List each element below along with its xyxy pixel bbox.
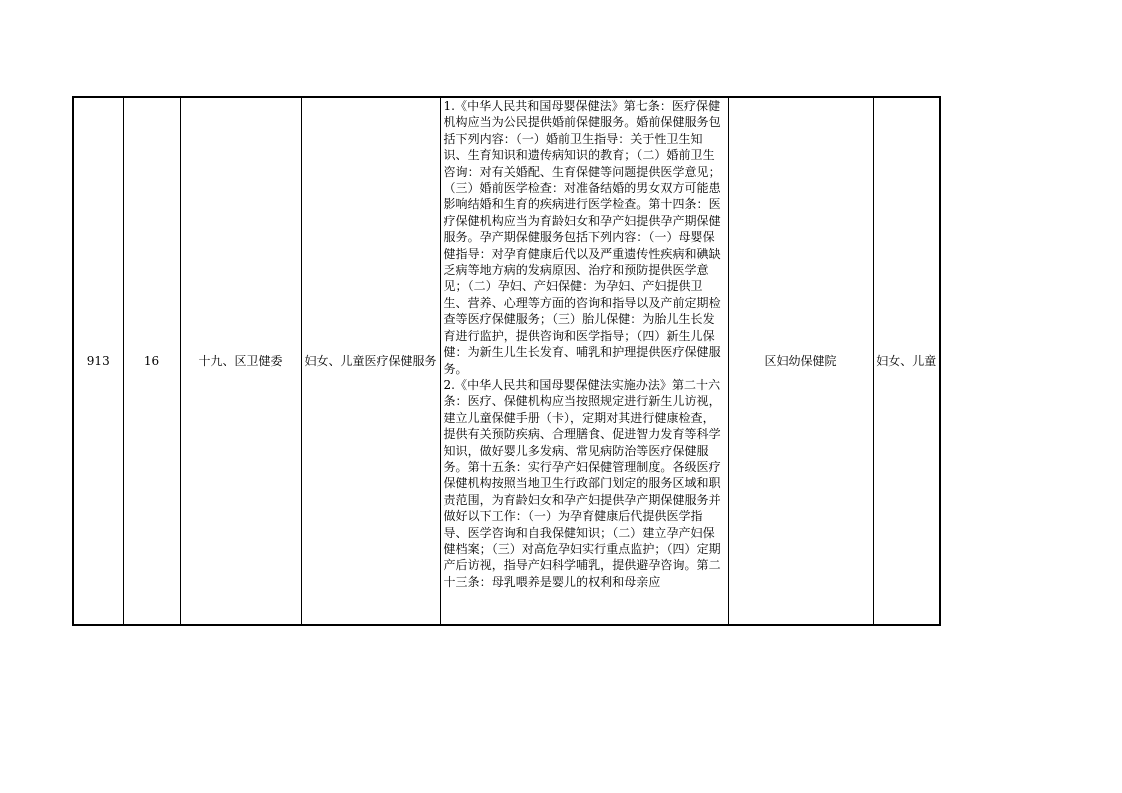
department-cell: 十九、区卫健委: [180, 97, 301, 625]
legal-basis-paragraph-2: 2.《中华人民共和国母婴保健法实施办法》第二十六条：医疗、保健机构应当按照规定进行新生儿访视，建立儿童保健手册（卡），定期对其进行健康检查，提供有关预防疾病、合理膳食、促进智力发育等科学知识，做好婴儿多发病、常见病防治等医疗保健服务。第十五条：实行孕产妇保健管理制度。各级医疗保健机构按照当地卫生行政部门划定的服务区域和职责范围，为育龄妇女和孕产妇提供孕产期保健服务并做好以下工作：（一）为孕育健康后代提供医学指导、医学咨询和自我保健知识；（二）建立孕产妇保健档案；（三）对高危孕妇实行重点监护；（四）定期产后访视，指导产妇科学哺乳，提供避孕咨询。第二十三条：母乳喂养是婴儿的权利和母亲应: [443, 377, 721, 589]
sub-no-cell: 16: [123, 97, 180, 625]
provider-cell: 区妇幼保健院: [728, 97, 873, 625]
legal-basis-cell: [440, 97, 728, 625]
item-name-cell: 妇女、儿童医疗保健服务: [301, 97, 440, 625]
table-row: [73, 97, 940, 625]
legal-basis-text: [441, 98, 728, 624]
service-table: [72, 96, 941, 626]
seq-no-cell: 913: [73, 97, 123, 625]
target-group-cell: 妇女、儿童: [873, 97, 940, 625]
legal-basis-paragraph-1: 1.《中华人民共和国母婴保健法》第七条：医疗保健机构应当为公民提供婚前保健服务。婚前保健服务包括下列内容：（一）婚前卫生指导：关于性卫生知识、生育知识和遗传病知识的教育；（二）婚前卫生咨询：对有关婚配、生育保健等问题提供医学意见；（三）婚前医学检查：对准备结婚的男女双方可能患影响结婚和生育的疾病进行医学检查。第十四条：医疗保健机构应当为育龄妇女和孕产妇提供孕产期保健服务。孕产期保健服务包括下列内容：（一）母婴保健指导：对孕育健康后代以及严重遗传性疾病和碘缺乏病等地方病的发病原因、治疗和预防提供医学意见；（二）孕妇、产妇保健：为孕妇、产妇提供卫生、营养、心理等方面的咨询和指导以及产前定期检查等医疗保健服务；（三）胎儿保健：为胎儿生长发育进行监护，提供咨询和医学指导；（四）新生儿保健：为新生儿生长发育、哺乳和护理提供医疗保健服务。: [443, 99, 721, 376]
